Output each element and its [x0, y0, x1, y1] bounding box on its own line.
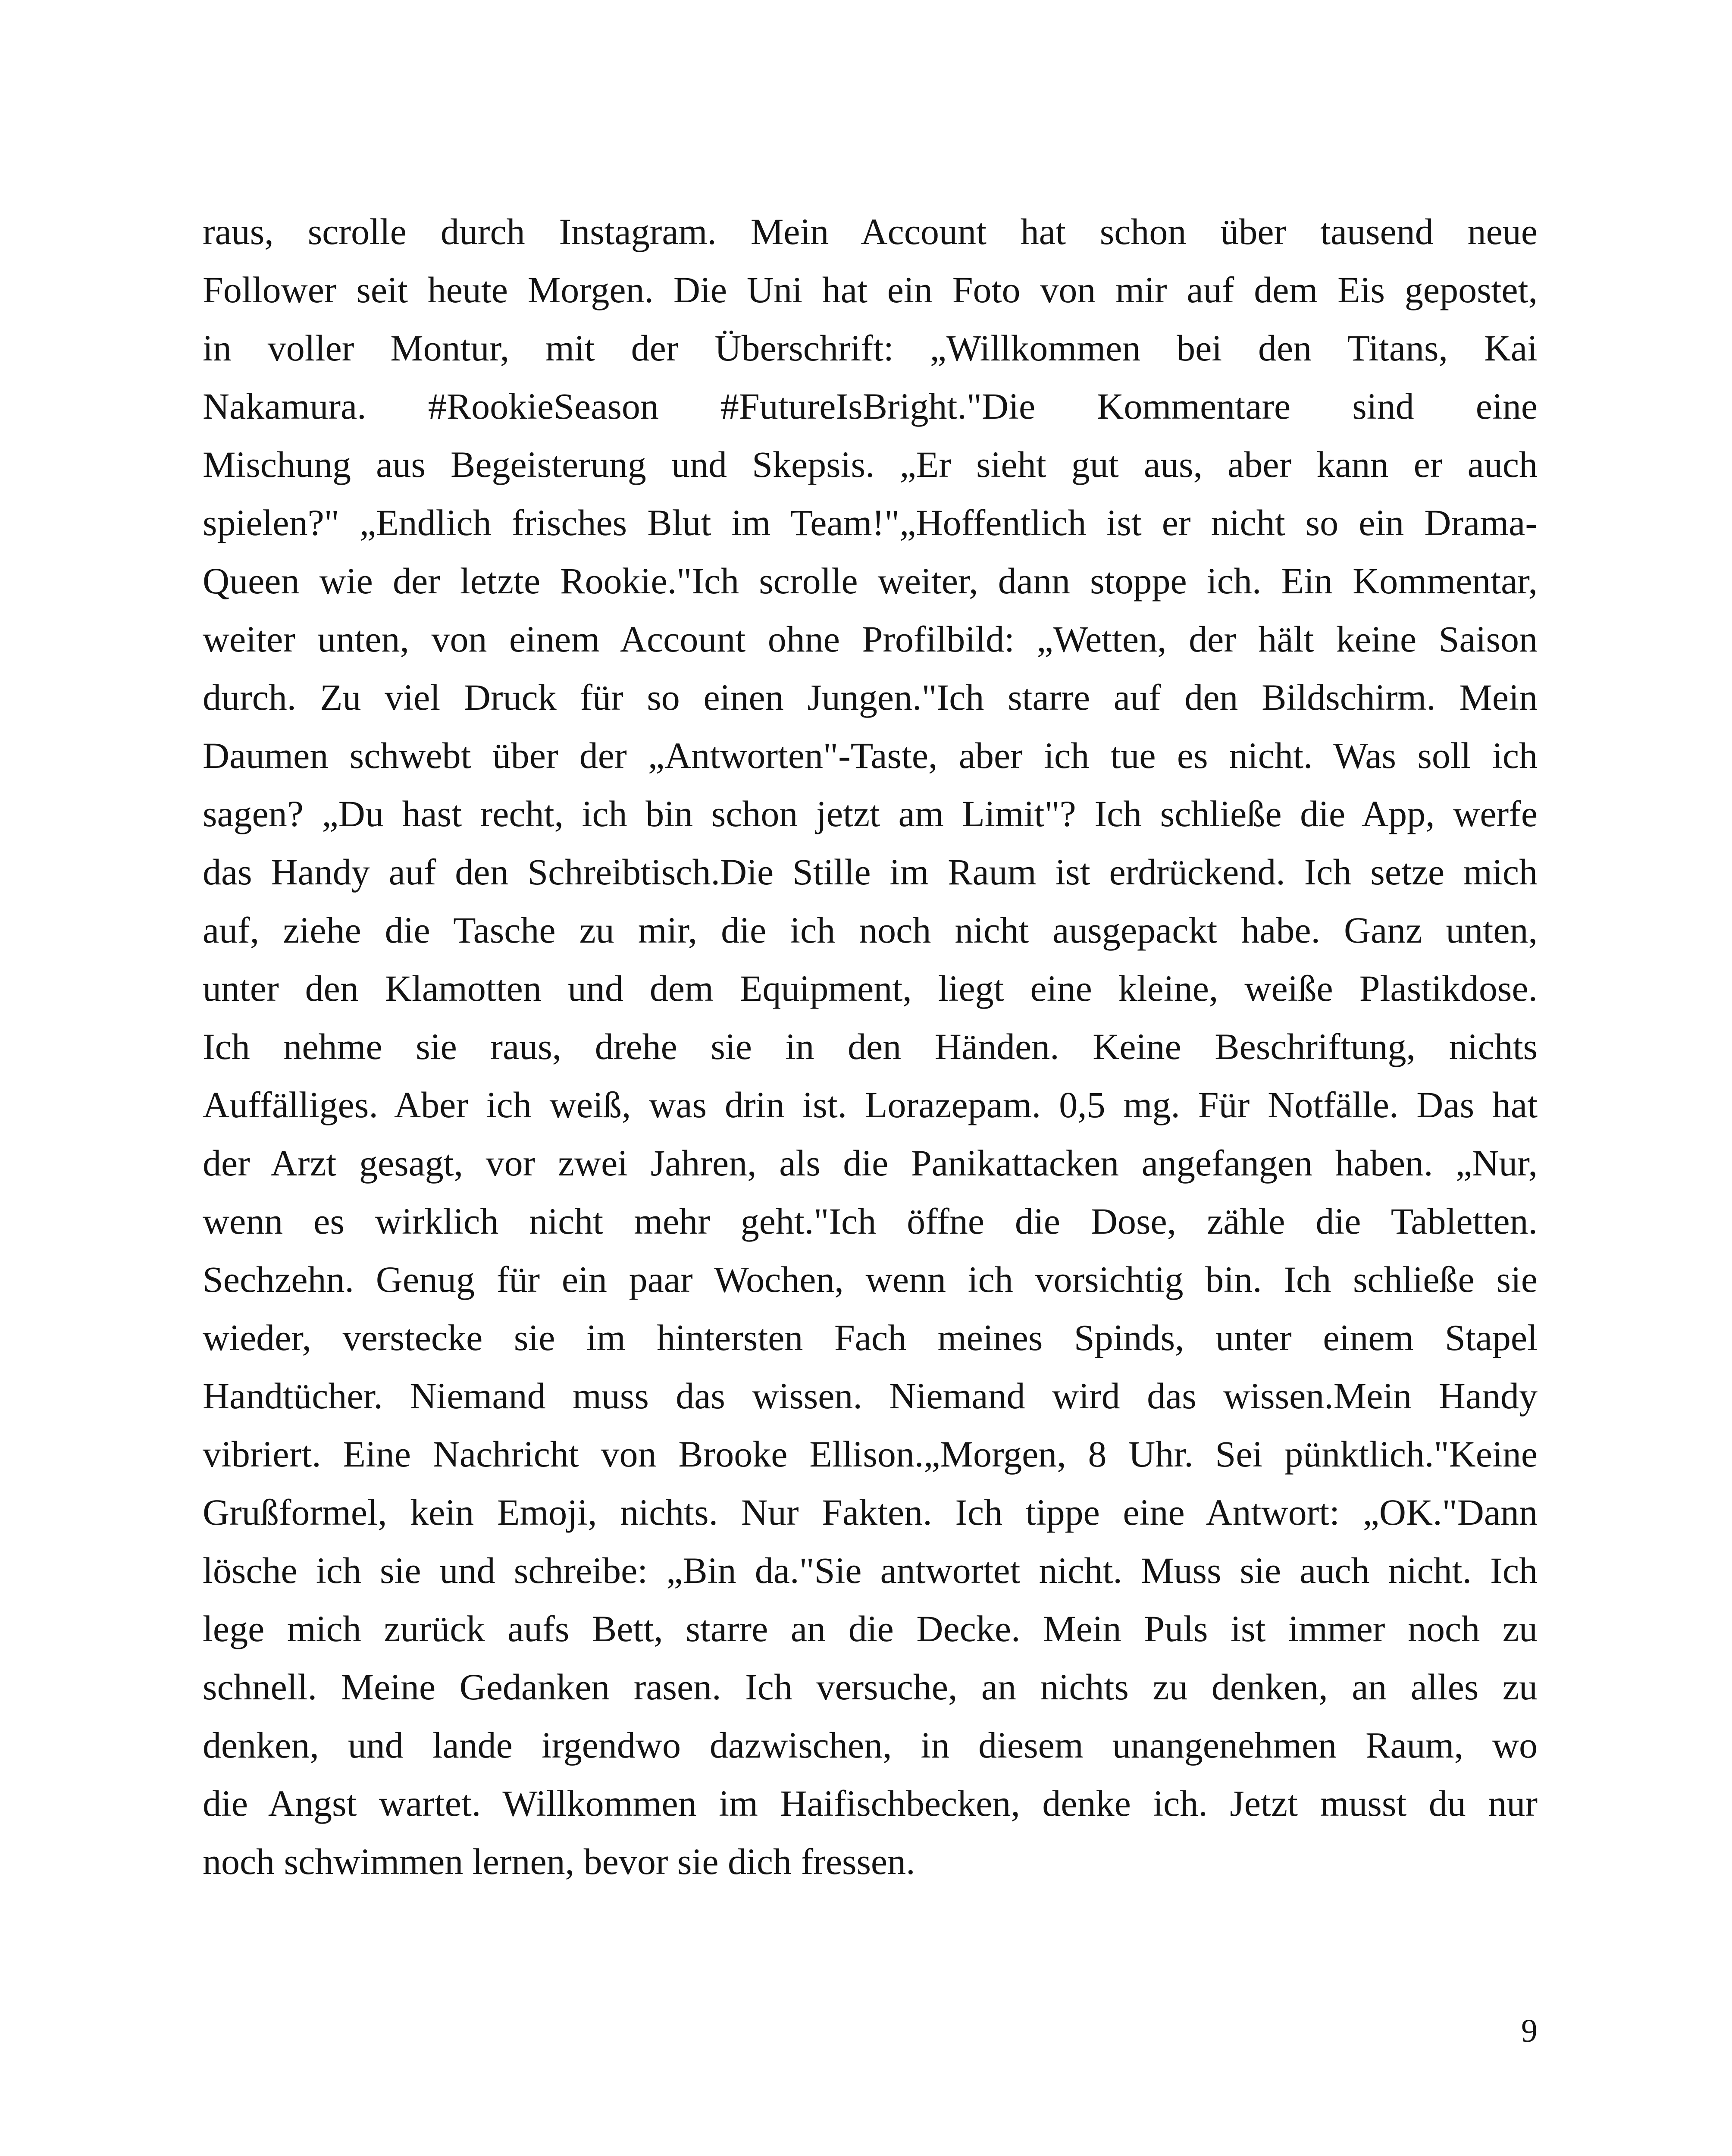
text-line: wieder, verstecke sie im hintersten Fach meines Spinds, unter einem Stapel [203, 1317, 1538, 1358]
text-line: vibriert. Eine Nachricht von Brooke Ellison.„Morgen, 8 Uhr. Sei pünktlich."Keine [203, 1433, 1538, 1475]
text-line: Daumen schwebt über der „Antworten"-Taste, aber ich tue es nicht. Was soll ich [203, 735, 1538, 776]
text-line: die Angst wartet. Willkommen im Haifischbecken, denke ich. Jetzt musst du nur [203, 1783, 1538, 1824]
text-line: Nakamura. #RookieSeason #FutureIsBright."Die Kommentare sind eine [203, 385, 1538, 427]
text-line: Follower seit heute Morgen. Die Uni hat ein Foto von mir auf dem Eis gepostet, [203, 269, 1538, 310]
text-line: sagen? „Du hast recht, ich bin schon jetzt am Limit"? Ich schließe die App, werfe [203, 793, 1538, 834]
text-line: unter den Klamotten und dem Equipment, liegt eine kleine, weiße Plastikdose. [203, 968, 1538, 1009]
text-line: denken, und lande irgendwo dazwischen, in diesem unangenehmen Raum, wo [203, 1724, 1538, 1766]
text-line: lege mich zurück aufs Bett, starre an die Decke. Mein Puls ist immer noch zu [203, 1608, 1538, 1649]
text-line: der Arzt gesagt, vor zwei Jahren, als die Panikattacken angefangen haben. „Nur, [203, 1142, 1538, 1184]
text-line: schnell. Meine Gedanken rasen. Ich versuche, an nichts zu denken, an alles zu [203, 1666, 1538, 1708]
text-line: auf, ziehe die Tasche zu mir, die ich noch nicht ausgepackt habe. Ganz unten, [203, 909, 1538, 951]
text-line-last: noch schwimmen lernen, bevor sie dich fressen. [203, 1841, 915, 1882]
text-line: Queen wie der letzte Rookie."Ich scrolle weiter, dann stoppe ich. Ein Kommentar, [203, 560, 1538, 602]
text-line: Mischung aus Begeisterung und Skepsis. „Er sieht gut aus, aber kann er auch [203, 444, 1538, 485]
text-line: weiter unten, von einem Account ohne Profilbild: „Wetten, der hält keine Saison [203, 618, 1538, 660]
text-line: Ich nehme sie raus, drehe sie in den Händen. Keine Beschriftung, nichts [203, 1026, 1538, 1067]
body-text [203, 203, 1538, 1891]
text-line: Sechzehn. Genug für ein paar Wochen, wenn ich vorsichtig bin. Ich schließe sie [203, 1259, 1538, 1300]
text-line: spielen?" „Endlich frisches Blut im Team!"„Hoffentlich ist er nicht so ein Drama- [203, 502, 1538, 543]
page-number: 9 [1521, 2013, 1538, 2049]
text-line: wenn es wirklich nicht mehr geht."Ich öffne die Dose, zähle die Tabletten. [203, 1200, 1538, 1242]
text-line: Grußformel, kein Emoji, nichts. Nur Fakten. Ich tippe eine Antwort: „OK."Dann [203, 1492, 1538, 1533]
text-line: das Handy auf den Schreibtisch.Die Stille im Raum ist erdrückend. Ich setze mich [203, 851, 1538, 893]
text-line: raus, scrolle durch Instagram. Mein Account hat schon über tausend neue [203, 211, 1538, 252]
text-line: lösche ich sie und schreibe: „Bin da."Sie antwortet nicht. Muss sie auch nicht. Ich [203, 1550, 1538, 1591]
text-line: Handtücher. Niemand muss das wissen. Niemand wird das wissen.Mein Handy [203, 1375, 1538, 1416]
text-line: durch. Zu viel Druck für so einen Jungen."Ich starre auf den Bildschirm. Mein [203, 677, 1538, 718]
text-line: in voller Montur, mit der Überschrift: „Willkommen bei den Titans, Kai [203, 327, 1538, 369]
text-line: Auffälliges. Aber ich weiß, was drin ist. Lorazepam. 0,5 mg. Für Notfälle. Das hat [203, 1084, 1538, 1125]
